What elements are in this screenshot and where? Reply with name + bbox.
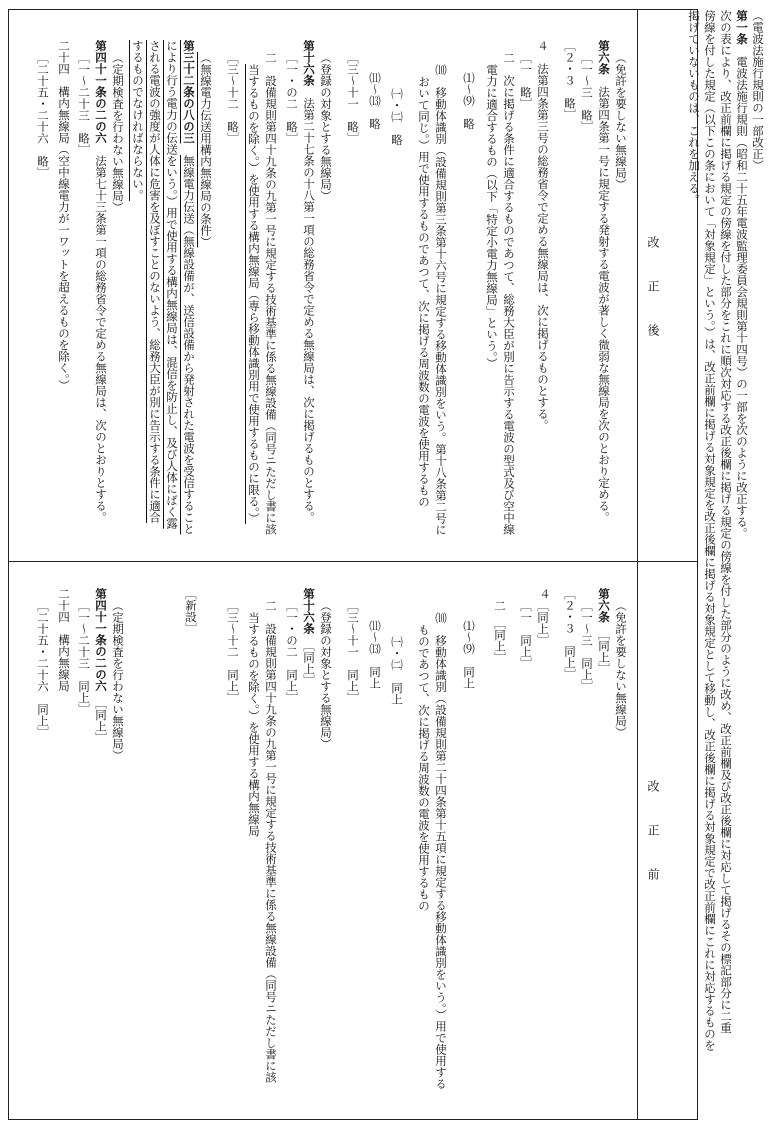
before-art6-number: 第六条 (597, 588, 611, 623)
after-art32-8-3 (182, 40, 196, 535)
before-art16-items-3-12: ［三〜十二 同上］ (226, 600, 240, 704)
before-art6-items-1-3: ［一〜三 同上］ (580, 600, 594, 692)
before-new-provision-note: ［新設］ (184, 588, 198, 634)
before-art41-item-24: 二十四 構内無線局 (57, 588, 71, 692)
after-art6-number: 第六条 (597, 40, 611, 75)
after-art41-items-25-26: ［二十五・二十六 略］ (36, 52, 50, 179)
after-art41-items-1-23: ［一〜二十三 略］ (77, 52, 91, 156)
after-art41-item-24-text: 二十四 構内無線局（空中線電力が一ワットを超えるものを除く。） (57, 40, 71, 391)
before-art16-items-1: ［一・の二 同上］ (285, 600, 299, 704)
after-art6 (597, 40, 611, 523)
before-subitems-1-9: ⑴〜⑼ 同上 (462, 620, 476, 689)
header-line-4: 掲げていないものは、これを加える。 (687, 10, 701, 206)
after-art6-text: 法第四条第一号に規定する発射する電波が著しく微弱な無線局を次のとおり定める。 (597, 86, 611, 523)
before-subitem-10-parts: ㈠・㈡ 同上 (390, 636, 404, 705)
header-line-2: 次の表により、改正前欄に掲げる規定の傍線を付した部分をこれに順次対応する改正後欄に掲げる規定の傍線を付した部分のように改め、改正前欄及び改正後欄に対応して掲げるその標記部分に二重 (719, 10, 733, 1034)
after-art32-8-3-line3-text: される電波の強度が人体に危害を及ぼすことのないよう、総務大臣が別に告示する条件に適合 (148, 40, 162, 523)
table-middle-rule (9, 561, 697, 562)
before-art6-para-4-item-1: ［一 同上］ (519, 600, 533, 669)
before-art41-2-6-text: ［同上］ (94, 703, 108, 744)
after-art6-para-4-item-2-cont: 電力に適合するもの（以下「特定小電力無線局」という。） (485, 64, 499, 369)
before-art6-items-3-11: ［三〜十一 同上］ (346, 600, 360, 704)
header-line-1-text: 電波法施行規則（昭和二十五年電波監理委員会規則第十四号）の一部を次のように改正する。 (735, 56, 749, 539)
before-art6-para-4-item-2: 二 ［同上］ (493, 600, 507, 664)
after-art32-8-3-line3 (148, 40, 162, 523)
after-heading-wpt-text: （無線電力伝送用構内無線局の条件） (199, 52, 213, 248)
after-art32-8-3-line2-text: により行う電力の伝送をいう。）用で使用する構内無線局は、混信を防止し、及び人体にばく露 (165, 40, 179, 529)
after-art16-items-3-12: ［三〜十二 略］ (226, 52, 240, 144)
after-art32-8-3-line4 (131, 40, 145, 201)
before-art41-2-6 (94, 588, 108, 743)
header-line-3: 傍線を付した規定（以下この条において「対象規定」という。）は、改正前欄に掲げる対象規定を改正後欄に掲げる対象規定として移動し、改正後欄に掲げる対象規定で改正前欄にこれに対応するものを (703, 10, 717, 1051)
after-heading-registration: （登録の対象とする無線局） (319, 52, 333, 202)
after-art16-items-1: ［一・の二 略］ (285, 52, 299, 144)
after-art16-text: 法第二十七条の十八第一項の総務省令で定める無線局は、次に掲げるものとする。 (302, 97, 316, 523)
after-art16-number: 第十六条 (302, 40, 316, 86)
after-art32-8-3-text: 無線電力伝送（無線設備が、送信設備から発射された電波を受信すること (182, 155, 196, 535)
before-subitem-10-cont: ものであつて、次に掲げる周波数の電波を使用するもの (417, 624, 431, 912)
before-art16-item-2: 二 設備規則第四十九条の九第一号に規定する技術基準に係る無線設備（同号ニただし書に該 (264, 600, 278, 1083)
before-art6-text: ［同上］ (597, 634, 611, 675)
after-art32-8-3-number: 第三十二条の八の三 (182, 40, 196, 144)
after-subitem-10-cont: おいて同じ。）用で使用するものであつて、次に掲げる周波数の電波を使用するもの (417, 76, 431, 508)
after-heading-exempt: （免許を要しない無線局） (614, 52, 628, 190)
before-art6 (597, 588, 611, 674)
after-art41-item-24 (57, 40, 71, 391)
header-title: （電波法施行規則の一部改正） (751, 10, 765, 171)
table-top-rule (9, 9, 697, 10)
before-subitem-10-text: ⑽ 移動体識別（設備規則第二十四条第十五項に規定する移動体識別をいう。）用で使用する (434, 612, 448, 1090)
after-art6-para-2-3: ［２・３ 略］ (563, 40, 577, 121)
before-heading-exempt: （免許を要しない無線局） (614, 600, 628, 738)
before-art41-2-6-number: 第四十一条の二の六 (94, 588, 108, 692)
before-subitem-10 (434, 612, 448, 1089)
before-art6-para-4-number: ４ (538, 588, 552, 600)
after-art16-item-2-cont-text: 当するものを除く。）を使用する構内無線局（専ら移動体識別用で使用するものに限る。） (247, 64, 261, 524)
before-heading-no-inspection: （定期検査を行わない無線局） (111, 600, 125, 761)
after-subitem-10-text: ⑽ 移動体識別（設備規則第三条第十六号に規定する移動体識別をいう。第十八条第二号に (434, 64, 448, 536)
after-heading-wpt (199, 52, 213, 248)
before-subitems-11-13: ⑾〜⒀ 同上 (368, 620, 382, 689)
before-art16-text: ［同上］ (302, 645, 316, 686)
after-heading-no-inspection: （定期検査を行わない無線局） (111, 52, 125, 213)
before-art6-para-2-3: ［２・３ 同上］ (563, 588, 577, 680)
table-bottom-rule (9, 1119, 697, 1120)
after-art6-para-4-item-1: ［一 略］ (519, 52, 533, 110)
after-subitem-10 (434, 64, 448, 536)
after-subitem-10-parts: ㈠・㈡ 略 (390, 88, 404, 146)
before-art16-item-2-cont: 当するものを除く。）を使用する構内無線局 (247, 612, 261, 837)
article-number: 第一条 (735, 10, 749, 45)
after-art41-2-6-number: 第四十一条の二の六 (94, 40, 108, 144)
after-subitems-1-9: ⑴〜⑼ 略 (462, 72, 476, 130)
after-art41-2-6-text: 法第七十三条第一項の総務省令で定める無線局は、次のとおりとする。 (94, 155, 108, 523)
after-art41-2-6 (94, 40, 108, 523)
after-art32-8-3-line2 (165, 40, 179, 529)
after-art16 (302, 40, 316, 523)
after-art6-para-4: ４ 法第四条第三号の総務省令で定める無線局は、次に掲げるものとする。 (536, 40, 550, 431)
after-art16-item-2-cont (247, 64, 261, 524)
after-art16-item-2: 二 設備規則第四十九条の九第一号に規定する技術基準に係る無線設備（同号ニただし書に該 (264, 52, 278, 535)
after-art6-items-3-11: ［三〜十一 略］ (346, 52, 360, 144)
column-head-after: 改正後 (646, 236, 660, 368)
before-art6-para-4: ［同上］ (536, 600, 550, 646)
after-art6-items-1-3: ［一〜三 略］ (580, 52, 594, 133)
column-head-before: 改正前 (646, 780, 660, 912)
header-line-1 (735, 10, 749, 539)
after-art6-para-4-item-2: 二 次に掲げる条件に適合するものであつて、総務大臣が別に告示する電波の型式及び空中線 (502, 52, 516, 535)
before-art41-items-1-23: ［一〜二十三 同上］ (77, 600, 91, 715)
before-art41-items-25-26: ［二十五・二十六 同上］ (36, 600, 50, 738)
after-art32-8-3-line4-text: するものでなければならない。 (131, 40, 145, 201)
before-art16-number: 第十六条 (302, 588, 316, 634)
before-heading-registration: （登録の対象とする無線局） (319, 600, 333, 750)
before-art16 (302, 588, 316, 686)
header-column-separator (637, 9, 638, 1120)
after-subitems-11-13: ⑾〜⒀ 略 (368, 72, 382, 130)
